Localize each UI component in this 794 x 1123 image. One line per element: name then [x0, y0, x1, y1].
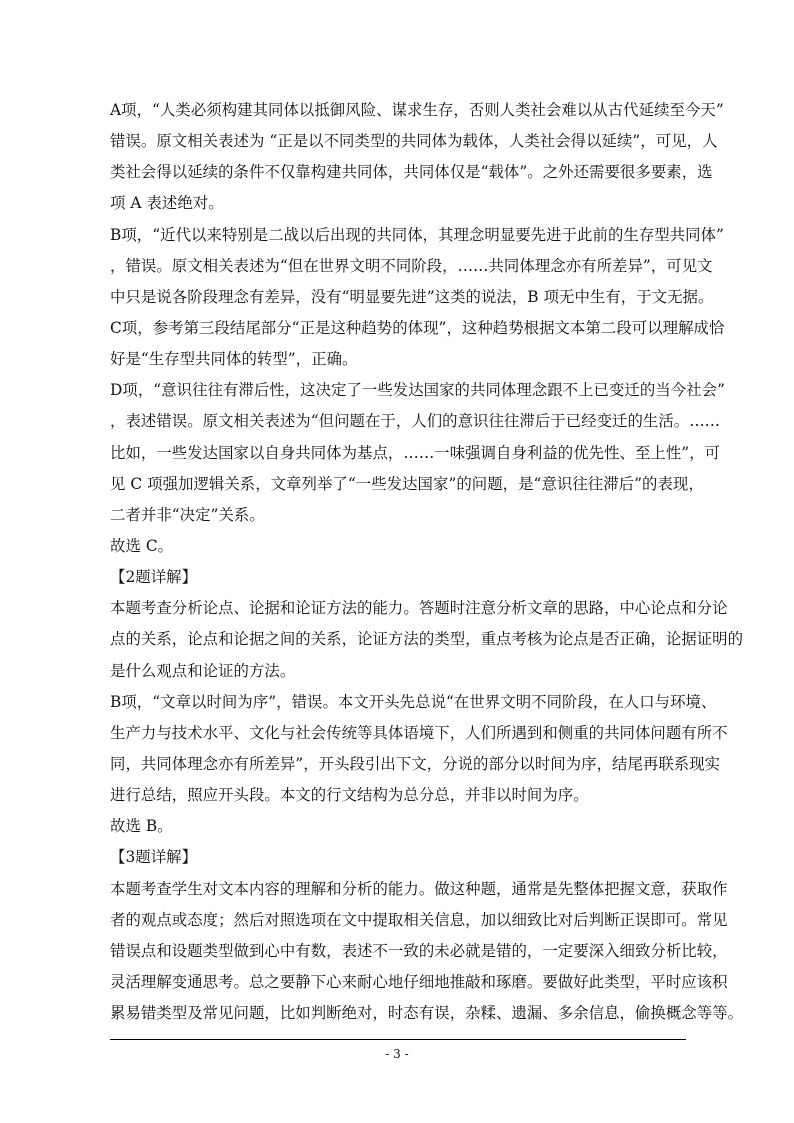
page-number: - 3 -: [385, 1047, 409, 1061]
text-line: 同，共同体理念亦有所差异”，开头段引出下文，分说的部分以时间为序，结尾再联系现实: [110, 754, 721, 773]
text-line: 错误。原文相关表述为 “正是以不同类型的共同体为载体，人类社会得以延续”，可见，人: [110, 132, 718, 151]
text-line: 灵活理解变通思考。总之要静下心来耐心地仔细地推敲和琢磨。要做好此类型，平时应该积: [110, 972, 728, 991]
text-line: 累易错类型及常见问题，比如判断绝对，时态有误，杂糅、遗漏、多余信息，偷换概念等等。: [110, 1004, 744, 1023]
text-line: A项，“人类必须构建其同体以抵御风险、谋求生存，否则人类社会难以从古代延续至今天”: [110, 101, 724, 119]
text-line: 类社会得以延续的条件不仅靠构建共同体，共同体仅是“载体”。之外还需要很多要素，选: [110, 163, 713, 182]
section-heading: 【3题详解】: [110, 848, 198, 867]
text-line: 比如，一些发达国家以自身共同体为基点，……一味强调自身利益的优先性、至上性”，可: [110, 443, 721, 462]
text-line: D项，“意识往往有滞后性，这决定了一些发达国家的共同体理念跟不上已变迁的当今社会”: [110, 381, 725, 400]
text-line: C项，参考第三段结尾部分“正是这种趋势的体现”，这种趋势根据文本第二段可以理解成恰: [110, 318, 725, 337]
text-line: B项，“近代以来特别是二战以后出现的共同体，其理念明显要先进于此前的生存型共同体”: [110, 225, 724, 244]
text-line: 本题考查分析论点、论据和论证方法的能力。答题时注意分析文章的思路，中心论点和分论: [110, 599, 728, 618]
text-line: 者的观点或态度；然后对照选项在文中提取相关信息，加以细致比对后判断正误即可。常见: [110, 910, 728, 929]
text-line: ，表述错误。原文相关表述为“但问题在于，人们的意识往往滞后于已经变迁的生活。……: [110, 412, 721, 431]
section-heading: 【2题详解】: [110, 568, 198, 587]
text-line: 本题考查学生对文本内容的理解和分析的能力。做这种题，通常是先整体把握文意，获取作: [110, 879, 728, 898]
text-line: 中只是说各阶段理念有差异，没有“明显要先进”这类的说法，B 项无中生有，于文无据。: [110, 287, 714, 306]
text-line: 是什么观点和论证的方法。: [110, 661, 296, 680]
text-line: 好是“生存型共同体的转型”，正确。: [110, 350, 358, 369]
text-line: 二者并非“决定”关系。: [110, 505, 265, 524]
conclusion-line: 故选 C。: [110, 536, 174, 555]
text-line: 进行总结，照应开头段。本文的行文结构为总分总，并非以时间为序。: [110, 786, 589, 805]
text-line: 生产力与技术水平、文化与社会传统等具体语境下，人们所遇到和侧重的共同体问题有所不: [110, 723, 728, 742]
footer-divider: [110, 1039, 686, 1040]
text-line: 错误点和设题类型做到心中有数，表述不一致的未必就是错的，一定要深入细致分析比较，: [110, 941, 728, 960]
text-line: ，错误。原文相关表述为“但在世界文明不同阶段，……共同体理念亦有所差异”，可见文: [110, 256, 713, 275]
text-line: 项 A 表述绝对。: [110, 194, 224, 213]
text-line: 见 C 项强加逻辑关系，文章列举了“一些发达国家”的问题，是“意识往往滞后”的表现，: [110, 474, 704, 493]
text-line: B项，“文章以时间为序”，错误。本文开头先总说“在世界文明不同阶段，在人口与环境、: [110, 692, 717, 711]
conclusion-line: 故选 B。: [110, 817, 173, 836]
text-line: 点的关系，论点和论据之间的关系，论证方法的类型，重点考核为论点是否正确，论据证明的: [110, 630, 744, 649]
document-body: [110, 95, 744, 1029]
